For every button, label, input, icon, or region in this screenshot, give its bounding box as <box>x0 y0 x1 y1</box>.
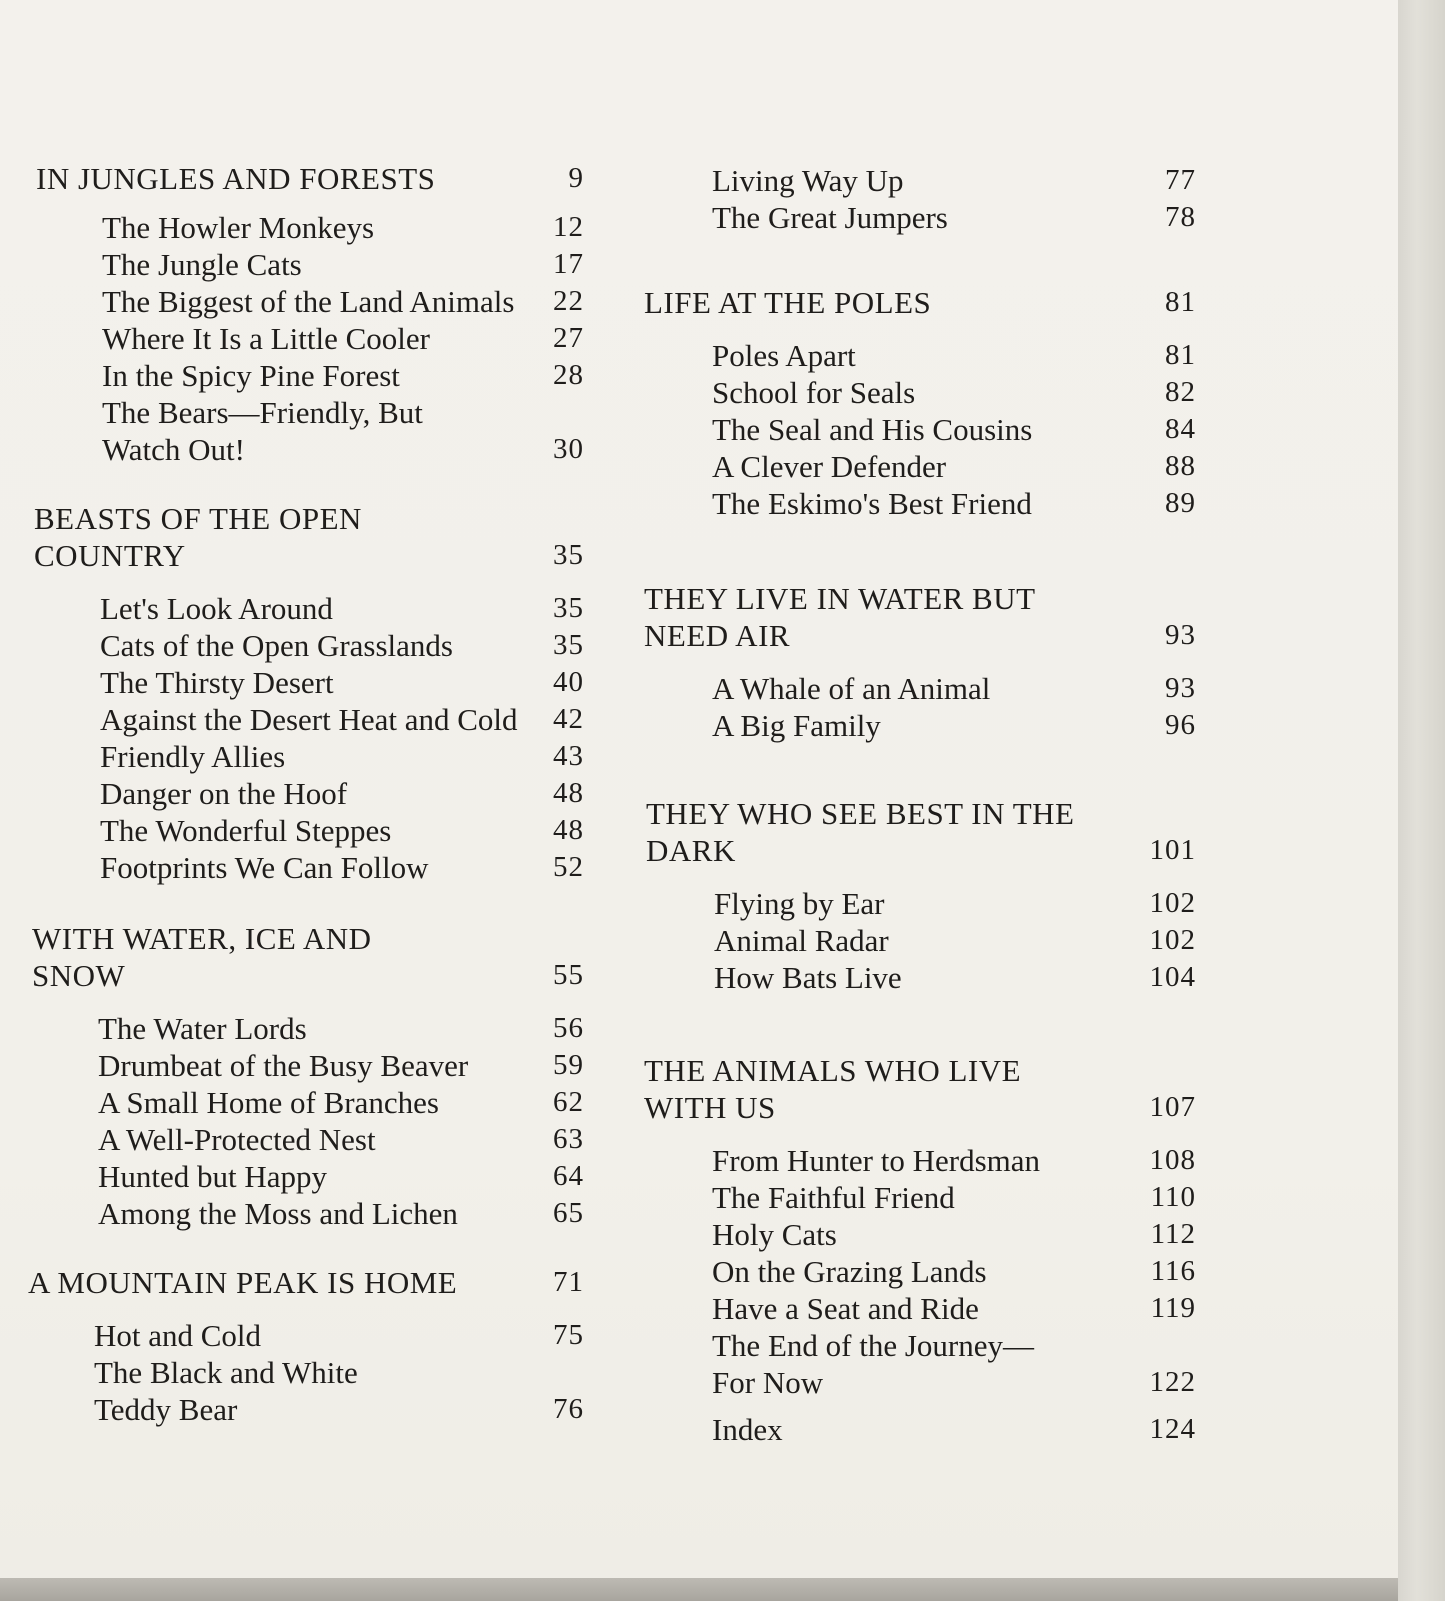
section-title: A MOUNTAIN PEAK IS HOME <box>28 1265 458 1300</box>
toc-entry <box>644 485 1196 522</box>
toc-entry <box>32 1195 584 1232</box>
section-page-number: 107 <box>1149 1091 1196 1123</box>
entry-title: Index <box>712 1412 783 1447</box>
entry-page-number: 35 <box>553 629 584 661</box>
section-page-number: 9 <box>568 162 584 194</box>
section-title: THE ANIMALS WHO LIVE WITH US <box>644 1053 1022 1125</box>
entry-page-number: 122 <box>1149 1366 1196 1398</box>
entry-page-number: 112 <box>1150 1218 1196 1250</box>
toc-entry <box>644 1290 1196 1327</box>
entry-page-number: 104 <box>1149 961 1196 993</box>
entry-page-number: 102 <box>1149 924 1196 956</box>
entry-title: Holy Cats <box>712 1217 837 1252</box>
entry-title: The Wonderful Steppes <box>100 813 392 848</box>
toc-entry <box>36 357 584 394</box>
entry-title: Where It Is a Little Cooler <box>102 321 430 356</box>
entry-title: A Big Family <box>712 708 881 743</box>
entry-page-number: 116 <box>1150 1255 1196 1287</box>
toc-entry <box>32 1010 584 1047</box>
page-bottom-edge <box>0 1578 1398 1601</box>
toc-section <box>646 795 1196 996</box>
toc-section <box>644 284 1196 522</box>
entry-page-number: 12 <box>553 211 584 243</box>
toc-entry <box>32 1047 584 1084</box>
entry-page-number: 110 <box>1150 1181 1196 1213</box>
entry-page-number: 56 <box>553 1012 584 1044</box>
entry-list <box>644 670 1196 744</box>
entry-title: A Small Home of Branches <box>98 1085 439 1120</box>
toc-entry <box>34 812 584 849</box>
entry-title: The Water Lords <box>98 1011 307 1046</box>
section-heading <box>36 160 584 197</box>
entry-list <box>646 885 1196 996</box>
section-page-number: 55 <box>553 959 584 991</box>
toc-entry <box>644 1253 1196 1290</box>
entry-title: Living Way Up <box>712 163 904 198</box>
toc-entry <box>646 922 1196 959</box>
toc-section <box>36 160 584 468</box>
toc-entry-index <box>644 1411 1196 1448</box>
section-page-number: 93 <box>1165 619 1196 651</box>
toc-entry <box>36 394 584 468</box>
entry-title: Animal Radar <box>714 923 889 958</box>
entry-title: Have a Seat and Ride <box>712 1291 979 1326</box>
toc-left-column <box>0 0 600 1578</box>
toc-entry <box>36 320 584 357</box>
entry-list <box>36 209 584 468</box>
entry-page-number: 40 <box>553 666 584 698</box>
entry-page-number: 48 <box>553 814 584 846</box>
toc-entry <box>32 1121 584 1158</box>
entry-title: Danger on the Hoof <box>100 776 348 811</box>
section-title: LIFE AT THE POLES <box>644 285 932 320</box>
entry-page-number: 119 <box>1150 1292 1196 1324</box>
toc-entry <box>34 664 584 701</box>
entry-page-number: 65 <box>553 1197 584 1229</box>
entry-page-number: 43 <box>553 740 584 772</box>
page-edge <box>1398 0 1445 1601</box>
section-page-number: 71 <box>553 1266 584 1298</box>
index-list <box>644 1411 1196 1448</box>
toc-entry <box>32 1084 584 1121</box>
entry-title: Hunted but Happy <box>98 1159 328 1194</box>
entry-title: Let's Look Around <box>100 591 333 626</box>
entry-list <box>644 1142 1196 1401</box>
entry-page-number: 88 <box>1165 450 1196 482</box>
toc-entry <box>34 627 584 664</box>
entry-title: The Seal and His Cousins <box>712 412 1033 447</box>
entry-page-number: 108 <box>1149 1144 1196 1176</box>
entry-title: Poles Apart <box>712 338 856 373</box>
toc-entry <box>644 162 1196 199</box>
entry-page-number: 27 <box>553 322 584 354</box>
toc-entry <box>644 1327 1196 1401</box>
entry-title: A Well-Protected Nest <box>98 1122 376 1157</box>
entry-page-number: 22 <box>553 285 584 317</box>
toc-entry <box>644 1142 1196 1179</box>
entry-title: Footprints We Can Follow <box>100 850 429 885</box>
entry-page-number: 82 <box>1165 376 1196 408</box>
entry-title: Drumbeat of the Busy Beaver <box>98 1048 469 1083</box>
entry-title: The Great Jumpers <box>712 200 948 235</box>
entry-title: The Faithful Friend <box>712 1180 955 1215</box>
entry-title: Hot and Cold <box>94 1318 262 1353</box>
section-heading <box>34 500 584 574</box>
section-page-number: 101 <box>1149 834 1196 866</box>
entry-title: The Biggest of the Land Animals <box>102 284 515 319</box>
toc-entry <box>646 959 1196 996</box>
entry-title: From Hunter to Herdsman <box>712 1143 1041 1178</box>
entry-page-number: 48 <box>553 777 584 809</box>
toc-continued-section <box>644 162 1196 236</box>
toc-entry <box>36 283 584 320</box>
entry-page-number: 102 <box>1149 887 1196 919</box>
entry-title: Flying by Ear <box>714 886 885 921</box>
toc-entry <box>644 337 1196 374</box>
section-page-number: 35 <box>553 539 584 571</box>
entry-page-number: 63 <box>553 1123 584 1155</box>
entry-title: Against the Desert Heat and Cold <box>100 702 518 737</box>
entry-title: Friendly Allies <box>100 739 286 774</box>
toc-entry <box>28 1354 584 1428</box>
toc-entry <box>644 707 1196 744</box>
toc-entry <box>34 849 584 886</box>
entry-title: Among the Moss and Lichen <box>98 1196 458 1231</box>
entry-list <box>34 590 584 886</box>
entry-page-number: 89 <box>1165 487 1196 519</box>
section-title: THEY WHO SEE BEST IN THE DARK <box>646 796 1075 868</box>
toc-entry <box>646 885 1196 922</box>
toc-entry <box>644 411 1196 448</box>
section-heading <box>644 1052 1196 1126</box>
entry-title: A Whale of an Animal <box>712 671 991 706</box>
toc-section <box>32 920 584 1232</box>
entry-page-number: 35 <box>553 592 584 624</box>
entry-title: School for Seals <box>712 375 916 410</box>
entry-title: A Clever Defender <box>712 449 947 484</box>
entry-page-number: 64 <box>553 1160 584 1192</box>
entry-title: The Thirsty Desert <box>100 665 334 700</box>
entry-page-number: 124 <box>1149 1413 1196 1445</box>
toc-entry <box>32 1158 584 1195</box>
entry-list <box>644 337 1196 522</box>
toc-entry <box>36 209 584 246</box>
toc-entry <box>644 1179 1196 1216</box>
entry-title: The End of the Journey—For Now <box>712 1328 1034 1400</box>
toc-entry <box>28 1317 584 1354</box>
toc-section <box>34 500 584 886</box>
entry-page-number: 78 <box>1165 201 1196 233</box>
section-heading <box>644 284 1196 321</box>
entry-title: The Black and White Teddy Bear <box>94 1355 358 1427</box>
entry-list <box>644 162 1196 236</box>
section-page-number: 81 <box>1165 286 1196 318</box>
entry-page-number: 81 <box>1165 339 1196 371</box>
entry-title: The Jungle Cats <box>102 247 302 282</box>
entry-page-number: 62 <box>553 1086 584 1118</box>
entry-page-number: 42 <box>553 703 584 735</box>
toc-entry <box>36 246 584 283</box>
entry-page-number: 84 <box>1165 413 1196 445</box>
toc-right-column <box>640 0 1220 1578</box>
section-heading <box>644 580 1196 654</box>
toc-entry <box>34 701 584 738</box>
section-heading <box>646 795 1196 869</box>
toc-entry <box>644 670 1196 707</box>
section-title: BEASTS OF THE OPEN COUNTRY <box>34 501 362 573</box>
entry-page-number: 77 <box>1165 164 1196 196</box>
section-title: WITH WATER, ICE AND SNOW <box>32 921 372 993</box>
toc-section <box>28 1264 584 1428</box>
entry-page-number: 28 <box>553 359 584 391</box>
section-heading <box>32 920 584 994</box>
entry-page-number: 30 <box>553 433 584 465</box>
toc-section <box>644 1052 1196 1448</box>
entry-page-number: 52 <box>553 851 584 883</box>
toc-entry <box>644 448 1196 485</box>
toc-entry <box>34 775 584 812</box>
toc-entry <box>34 738 584 775</box>
toc-entry <box>644 1216 1196 1253</box>
entry-list <box>32 1010 584 1232</box>
entry-page-number: 76 <box>553 1393 584 1425</box>
section-title: THEY LIVE IN WATER BUT NEED AIR <box>644 581 1035 653</box>
entry-title: The Eskimo's Best Friend <box>712 486 1032 521</box>
section-heading <box>28 1264 584 1301</box>
entry-page-number: 93 <box>1165 672 1196 704</box>
toc-entry <box>34 590 584 627</box>
section-title: IN JUNGLES AND FORESTS <box>36 161 436 196</box>
entry-title: Cats of the Open Grasslands <box>100 628 453 663</box>
toc-entry <box>644 374 1196 411</box>
entry-title: How Bats Live <box>714 960 902 995</box>
toc-section <box>644 580 1196 744</box>
entry-page-number: 17 <box>553 248 584 280</box>
toc-entry <box>644 199 1196 236</box>
entry-title: On the Grazing Lands <box>712 1254 987 1289</box>
entry-title: In the Spicy Pine Forest <box>102 358 400 393</box>
entry-list <box>28 1317 584 1428</box>
entry-title: The Bears—Friendly, But Watch Out! <box>102 395 423 467</box>
entry-page-number: 96 <box>1165 709 1196 741</box>
entry-title: The Howler Monkeys <box>102 210 375 245</box>
entry-page-number: 75 <box>553 1319 584 1351</box>
entry-page-number: 59 <box>553 1049 584 1081</box>
